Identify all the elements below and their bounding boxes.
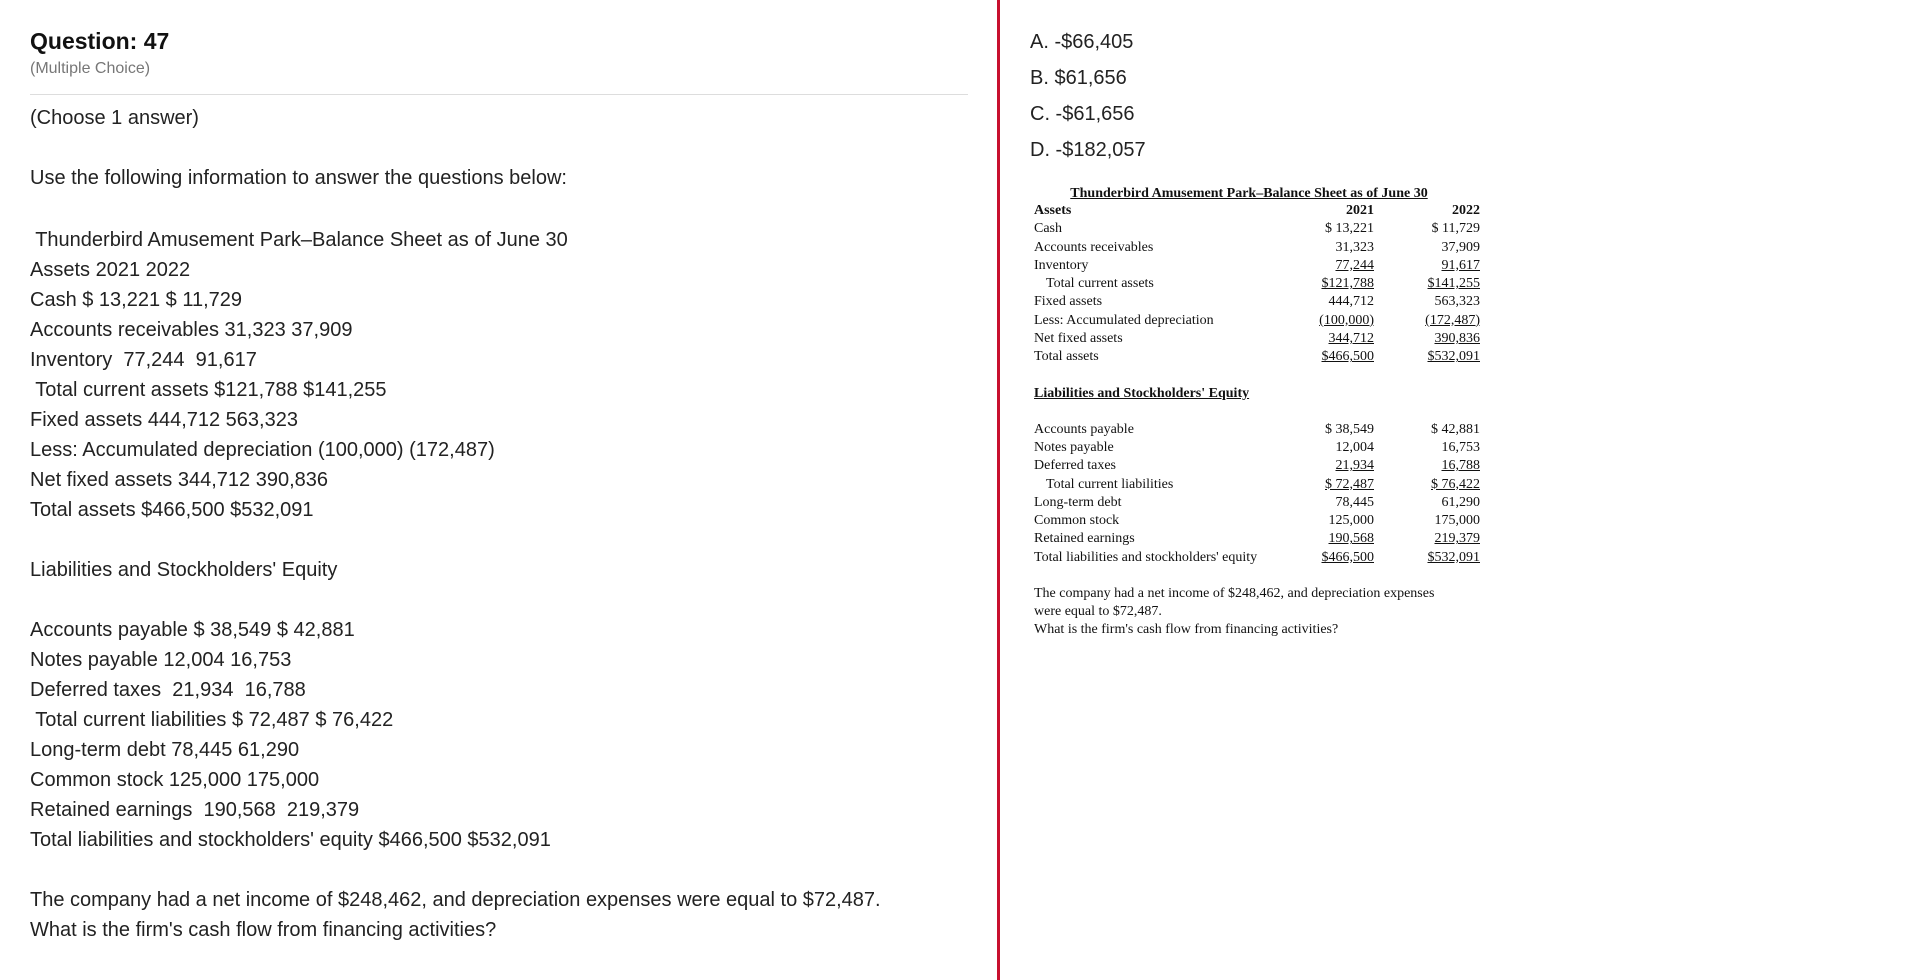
answers-pane bbox=[1000, 0, 1920, 980]
row-value-2021: (100,000) bbox=[1319, 312, 1374, 328]
row-value-2021: 12,004 bbox=[1335, 439, 1374, 455]
row-value-2022: 390,836 bbox=[1434, 331, 1480, 347]
balance-sheet-line: Long-term debt 78,445 61,290 bbox=[30, 739, 300, 761]
row-label: Cash bbox=[1034, 221, 1062, 237]
spacer bbox=[30, 525, 967, 555]
row-value-2021: $121,788 bbox=[1321, 276, 1374, 292]
row-value-2022: (172,487) bbox=[1425, 312, 1480, 328]
balance-sheet-line: Inventory 77,244 91,617 bbox=[30, 349, 257, 371]
question-text-line: The company had a net income of $248,462, and depreciation expenses were equal to $72,487. bbox=[30, 889, 881, 911]
statement-note bbox=[1034, 585, 1504, 639]
balance-sheet-line: Common stock 125,000 175,000 bbox=[30, 769, 320, 791]
statement-row bbox=[1034, 512, 1494, 530]
row-value-2021: 190,568 bbox=[1328, 531, 1374, 547]
row-value-2022: $ 42,881 bbox=[1431, 421, 1480, 437]
statement-row bbox=[1034, 293, 1494, 311]
row-value-2021: $ 38,549 bbox=[1325, 421, 1374, 437]
row-value-2021: $ 72,487 bbox=[1325, 476, 1374, 492]
header-2022: 2022 bbox=[1452, 203, 1480, 218]
row-value-2022: 16,753 bbox=[1441, 439, 1480, 455]
answer-option-a[interactable]: A. -$66,405 bbox=[1030, 31, 1134, 53]
statement-row bbox=[1034, 549, 1494, 567]
balance-sheet-line: Accounts payable $ 38,549 $ 42,881 bbox=[30, 619, 355, 641]
row-label: Total current liabilities bbox=[1046, 476, 1174, 492]
balance-sheet-line: Fixed assets 444,712 563,323 bbox=[30, 409, 298, 431]
row-value-2021: $ 13,221 bbox=[1325, 221, 1374, 237]
balance-sheet-line: Total current liabilities $ 72,487 $ 76,422 bbox=[30, 709, 394, 731]
row-value-2022: $141,255 bbox=[1427, 276, 1480, 292]
row-value-2022: $ 76,422 bbox=[1431, 476, 1480, 492]
statement-note-line: The company had a net income of $248,462, and depreciation expenses bbox=[1034, 586, 1435, 602]
statement-row bbox=[1034, 275, 1494, 293]
row-value-2022: 91,617 bbox=[1441, 257, 1480, 273]
balance-sheet-line: Total liabilities and stockholders' equity $466,500 $532,091 bbox=[30, 829, 551, 851]
header-label: Assets bbox=[1034, 203, 1072, 218]
row-value-2021: $466,500 bbox=[1321, 549, 1374, 565]
row-label: Accounts receivables bbox=[1034, 239, 1154, 255]
row-value-2021: $466,500 bbox=[1321, 349, 1374, 365]
row-label: Net fixed assets bbox=[1034, 331, 1123, 347]
row-label: Less: Accumulated depreciation bbox=[1034, 312, 1214, 328]
question-title: Question: 47 bbox=[30, 28, 170, 54]
balance-sheet-line: Accounts receivables 31,323 37,909 bbox=[30, 319, 353, 341]
row-value-2022: 61,290 bbox=[1441, 494, 1480, 510]
question-type: (Multiple Choice) bbox=[30, 60, 151, 77]
statement-row bbox=[1034, 330, 1494, 348]
row-value-2022: $532,091 bbox=[1427, 349, 1480, 365]
row-label: Common stock bbox=[1034, 513, 1120, 529]
balance-sheet-line: Retained earnings 190,568 219,379 bbox=[30, 799, 360, 821]
row-value-2021: 77,244 bbox=[1335, 257, 1374, 273]
row-value-2022: 16,788 bbox=[1441, 458, 1480, 474]
balance-sheet-line: Total assets $466,500 $532,091 bbox=[30, 499, 314, 521]
answer-option-c[interactable]: C. -$61,656 bbox=[1030, 103, 1135, 125]
balance-sheet-line: Net fixed assets 344,712 390,836 bbox=[30, 469, 328, 491]
divider-line bbox=[30, 94, 968, 95]
statement-row bbox=[1034, 421, 1494, 439]
statement-note-line: were equal to $72,487. bbox=[1034, 604, 1162, 620]
spacer bbox=[1034, 403, 1494, 421]
question-text-line: What is the firm's cash flow from financing activities? bbox=[30, 919, 497, 941]
row-label: Fixed assets bbox=[1034, 294, 1103, 310]
statement-row bbox=[1034, 239, 1494, 257]
balance-sheet-line: Cash $ 13,221 $ 11,729 bbox=[30, 289, 243, 311]
answer-option-b[interactable]: B. $61,656 bbox=[1030, 67, 1127, 89]
row-label: Total assets bbox=[1034, 349, 1099, 365]
question-text bbox=[30, 885, 967, 945]
balance-sheet-text bbox=[30, 225, 967, 855]
row-value-2022: $532,091 bbox=[1427, 549, 1480, 565]
statement-row bbox=[1034, 348, 1494, 366]
row-value-2022: $ 11,729 bbox=[1431, 221, 1480, 237]
statement-row bbox=[1034, 257, 1494, 275]
liabilities-heading: Liabilities and Stockholders' Equity bbox=[1034, 385, 1250, 401]
row-label: Inventory bbox=[1034, 257, 1089, 273]
statement-row bbox=[1034, 476, 1494, 494]
statement-row bbox=[1034, 439, 1494, 457]
statement-row bbox=[1034, 220, 1494, 238]
row-value-2021: 78,445 bbox=[1335, 494, 1374, 510]
row-label: Accounts payable bbox=[1034, 421, 1134, 437]
row-label: Total liabilities and stockholders' equity bbox=[1034, 549, 1258, 565]
row-value-2021: 31,323 bbox=[1335, 239, 1374, 255]
row-value-2022: 37,909 bbox=[1441, 239, 1480, 255]
balance-sheet-line: Liabilities and Stockholders' Equity bbox=[30, 559, 338, 581]
row-label: Deferred taxes bbox=[1034, 458, 1117, 474]
row-value-2022: 219,379 bbox=[1434, 531, 1480, 547]
row-value-2021: 125,000 bbox=[1328, 513, 1374, 529]
row-value-2021: 344,712 bbox=[1328, 331, 1374, 347]
statement-row bbox=[1034, 530, 1494, 548]
row-value-2021: 444,712 bbox=[1328, 294, 1374, 310]
balance-sheet-line: Assets 2021 2022 bbox=[30, 259, 191, 281]
row-label: Total current assets bbox=[1046, 276, 1154, 292]
row-value-2022: 563,323 bbox=[1434, 294, 1480, 310]
row-label: Notes payable bbox=[1034, 439, 1114, 455]
balance-sheet-image bbox=[1034, 186, 1494, 639]
statement-row bbox=[1034, 494, 1494, 512]
statement-header-row bbox=[1034, 202, 1494, 220]
balance-sheet-line: Total current assets $121,788 $141,255 bbox=[30, 379, 387, 401]
row-label: Long-term debt bbox=[1034, 494, 1122, 510]
balance-sheet-line: Thunderbird Amusement Park–Balance Sheet as of June 30 bbox=[30, 229, 568, 251]
row-value-2021: 21,934 bbox=[1335, 458, 1374, 474]
row-value-2022: 175,000 bbox=[1434, 513, 1480, 529]
spacer bbox=[30, 585, 967, 615]
statement-title: Thunderbird Amusement Park–Balance Sheet as of June 30 bbox=[1070, 186, 1428, 201]
statement-note-line: What is the firm's cash flow from financing activities? bbox=[1034, 622, 1339, 638]
question-intro: Use the following information to answer the questions below: bbox=[30, 167, 567, 189]
balance-sheet-line: Notes payable 12,004 16,753 bbox=[30, 649, 292, 671]
row-label: Retained earnings bbox=[1034, 531, 1135, 547]
choose-instruction: (Choose 1 answer) bbox=[30, 107, 199, 129]
answer-option-d[interactable]: D. -$182,057 bbox=[1030, 139, 1146, 161]
balance-sheet-line: Less: Accumulated depreciation (100,000) (172,487) bbox=[30, 439, 495, 461]
statement-row bbox=[1034, 457, 1494, 475]
statement-row bbox=[1034, 312, 1494, 330]
header-2021: 2021 bbox=[1346, 203, 1374, 218]
answer-list bbox=[1030, 24, 1920, 168]
balance-sheet-line: Deferred taxes 21,934 16,788 bbox=[30, 679, 306, 701]
